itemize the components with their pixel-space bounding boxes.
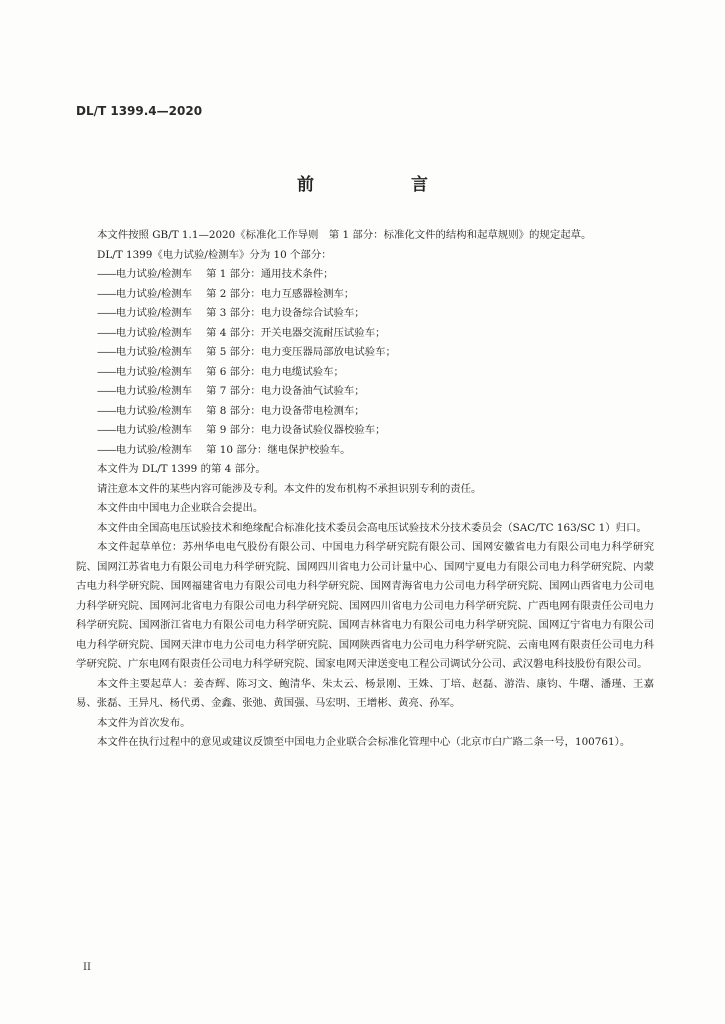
list-item: ——电力试验/检测车 第 2 部分：电力互感器检测车； xyxy=(97,287,355,300)
list-item: ——电力试验/检测车 第 9 部分：电力设备试验仪器校验车； xyxy=(97,424,386,436)
parts-list xyxy=(76,265,654,460)
paragraph-patent-notice: 请注意本文件的某些内容可能涉及专利。本文件的发布机构不承担识别专利的责任。 xyxy=(97,482,482,495)
paragraph-committee: 本文件由全国高电压试验技术和绝缘配合标准化技术委员会高电压试验技术分技术委员会（SAC/TC 163/SC 1）归口。 xyxy=(97,521,647,534)
document-code: DL/T 1399.4—2020 xyxy=(76,104,203,118)
list-item: ——电力试验/检测车 第 4 部分：开关电器交流耐压试验车； xyxy=(97,326,386,339)
paragraph-drafting-basis: 本文件按照 GB/T 1.1—2020《标准化工作导则 第 1 部分：标准化文件的结构和起草规则》的规定起草。 xyxy=(97,229,592,241)
list-item: ——电力试验/检测车 第 5 部分：电力变压器局部放电试验车； xyxy=(97,346,396,358)
paragraph-proposer: 本文件由中国电力企业联合会提出。 xyxy=(97,502,264,514)
page-number: II xyxy=(83,962,91,973)
list-item: ——电力试验/检测车 第 10 部分：继电保护校验车。 xyxy=(97,443,351,456)
paragraph-series-intro: DL/T 1399《电力试验/检测车》分为 10 个部分： xyxy=(97,248,332,261)
foreword-body xyxy=(76,226,654,753)
list-item: ——电力试验/检测车 第 1 部分：通用技术条件； xyxy=(97,268,334,280)
paragraph-part-number: 本文件为 DL/T 1399 的第 4 部分。 xyxy=(97,463,266,475)
list-item: ——电力试验/检测车 第 3 部分：电力设备综合试验车； xyxy=(97,307,365,319)
paragraph-feedback: 本文件在执行过程中的意见或建议反馈至中国电力企业联合会标准化管理中心（北京市白广路二条一号，100761）。 xyxy=(97,736,631,748)
list-item: ——电力试验/检测车 第 7 部分：电力设备油气试验车； xyxy=(97,385,365,397)
paragraph-drafters: 本文件主要起草人：姜杏辉、陈习文、鲍清华、朱太云、杨景刚、王姝、丁培、赵磊、游浩、康钧、牛曙、潘瑾、王嘉易、张磊、王异凡、杨代勇、金鑫、张弛、黄国强、马宏明、王增彬、黄亮、孙军。 xyxy=(76,677,654,709)
list-item: ——电力试验/检测车 第 6 部分：电力电缆试验车； xyxy=(97,365,344,378)
paragraph-drafting-units: 本文件起草单位：苏州华电电气股份有限公司、中国电力科学研究院有限公司、国网安徽省电力有限公司电力科学研究院、国网江苏省电力有限公司电力科学研究院、国网四川省电力公司计量中心、国网宁夏电力有限公司电力科学研究院、内蒙古电力科学研究院、国网福建省电力有限公司电力科学研究院、国网青海省电力公司电力科学研究院、国网山西省电力公司电力科学研究院、国网河北省电力有限公司电力科学研究院、国网四川省电力公司电力科学研究院、广西电网有限责任公司电力科学研究院、国网浙江省电力有限公司电力科学研究院、国网吉林省电力有限公司电力科学研究院、国网辽宁省电力有限公司电力科学研究院、国网天津市电力公司电力科学研究院、国网陕西省电力公司电力科学研究院、云南电网有限责任公司电力科学研究院、广东电网有限责任公司电力科学研究院、国家电网天津送变电工程公司调试分公司、武汉磐电科技股份有限公司。 xyxy=(76,541,654,670)
list-item: ——电力试验/检测车 第 8 部分：电力设备带电检测车； xyxy=(97,404,365,417)
paragraph-first-release: 本文件为首次发布。 xyxy=(97,716,191,729)
page-title: 前 言 xyxy=(297,175,468,195)
